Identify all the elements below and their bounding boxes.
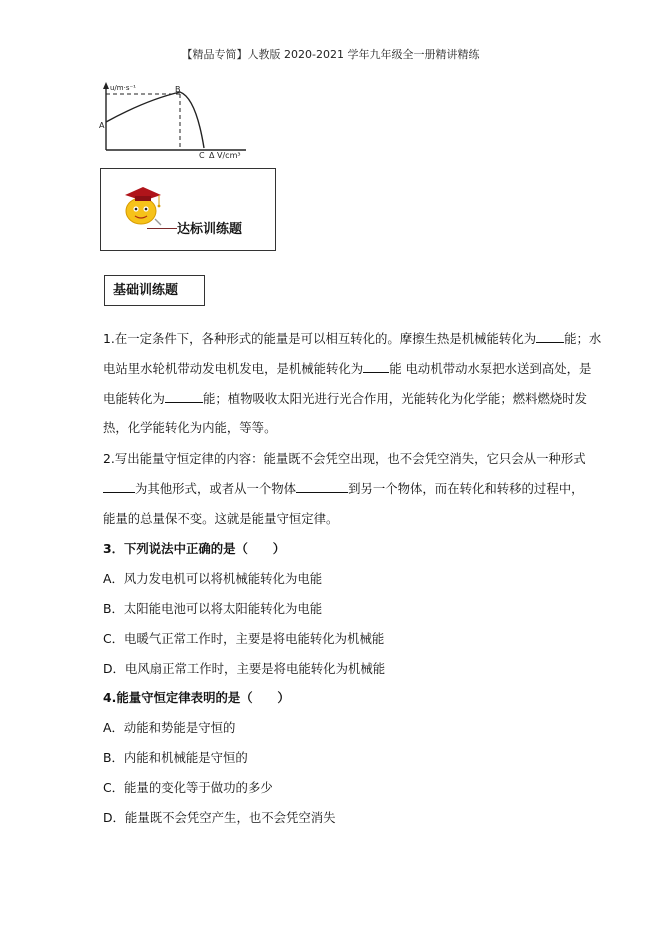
q2-text: 到另一个物体，而在转化和转移的过程中， xyxy=(348,481,584,496)
q1-blank2[interactable] xyxy=(363,360,389,373)
q3-option-b[interactable]: B．太阳能电池可以将太阳能转化为电能 xyxy=(103,601,323,616)
q4-option-d[interactable]: D．能量既不会凭空产生，也不会凭空消失 xyxy=(103,810,336,825)
q4-option-b[interactable]: B．内能和机械能是守恒的 xyxy=(103,750,248,765)
x-axis-label: Δ V/cm³ xyxy=(209,151,241,160)
badge-box xyxy=(100,168,276,251)
velocity-curve xyxy=(106,92,204,148)
q1-text: 能；植物吸收太阳光进行光合作用，光能转化为化学能；燃料燃烧时发 xyxy=(202,391,588,406)
point-c-label: C xyxy=(199,151,205,160)
mascot-scholar-icon xyxy=(119,179,165,233)
q1-line2 xyxy=(103,359,591,377)
q3-stem: 3．下列说法中正确的是（ ） xyxy=(103,541,286,556)
q2-line3: 能量的总量保不变。这就是能量守恒定律。 xyxy=(103,511,339,526)
q1-line1 xyxy=(103,329,601,347)
q2-blank1[interactable] xyxy=(103,480,135,493)
q1-blank1[interactable] xyxy=(536,330,564,343)
q4-option-a[interactable]: A．动能和势能是守恒的 xyxy=(103,720,236,735)
q3-option-c[interactable]: C．电暖气正常工作时，主要是将电能转化为机械能 xyxy=(103,631,385,646)
q1-blank3[interactable] xyxy=(165,390,203,403)
badge-title: 达标训练题 xyxy=(177,222,243,237)
q2-line2 xyxy=(103,479,584,497)
y-axis-arrow xyxy=(103,82,109,89)
q1-text: 1.在一定条件下，各种形式的能量是可以相互转化的。摩擦生热是机械能转化为 xyxy=(103,331,537,346)
q1-line3 xyxy=(103,389,587,407)
page-header: 【精品专简】人教版 2020-2021 学年九年级全一册精讲精练 xyxy=(181,48,480,61)
point-b-label: B xyxy=(175,85,181,94)
q3-option-d[interactable]: D．电风扇正常工作时，主要是将电能转化为机械能 xyxy=(103,661,386,676)
q1-line4: 热，化学能转化为内能，等等。 xyxy=(103,420,277,435)
q1-text: 能 电动机带动水泵把水送到高处，是 xyxy=(389,361,592,376)
q3-option-a[interactable]: A．风力发电机可以将机械能转化为电能 xyxy=(103,571,323,586)
section-title: 基础训练题 xyxy=(104,275,205,306)
badge-underline xyxy=(147,228,177,229)
y-axis-label: u/m·s⁻¹ xyxy=(110,84,136,92)
q1-text: 能；水 xyxy=(564,331,602,346)
velocity-volume-graph xyxy=(96,80,256,164)
q4-option-c[interactable]: C．能量的变化等于做功的多少 xyxy=(103,780,273,795)
point-a-label: A xyxy=(99,121,105,130)
q1-text: 电能转化为 xyxy=(103,391,165,406)
q2-line1: 2.写出能量守恒定律的内容：能量既不会凭空出现，也不会凭空消失，它只会从一种形式 xyxy=(103,451,586,466)
q1-text: 电站里水轮机带动发电机发电，是机械能转化为 xyxy=(103,361,364,376)
q4-stem: 4.能量守恒定律表明的是（ ） xyxy=(103,690,290,705)
q2-text: 为其他形式，或者从一个物体 xyxy=(135,481,297,496)
q2-blank2[interactable] xyxy=(296,480,348,493)
